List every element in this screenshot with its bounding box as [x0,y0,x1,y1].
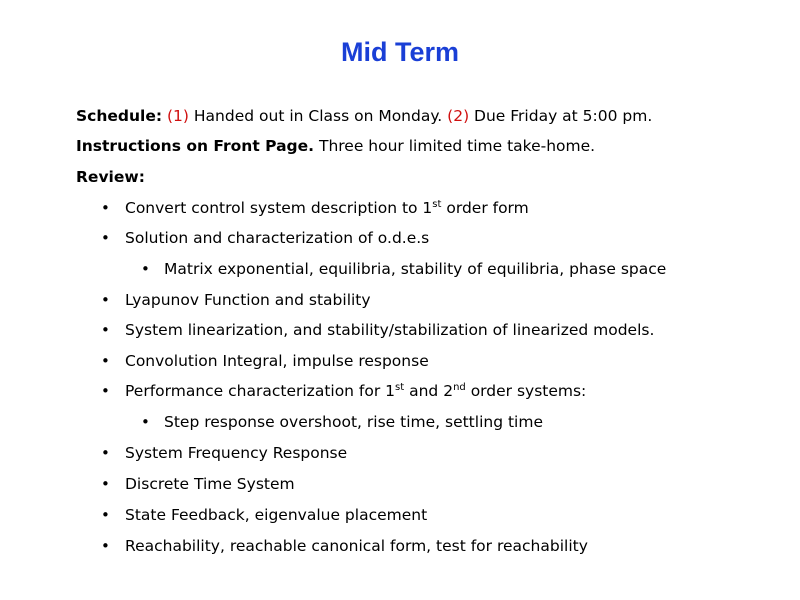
bullet-icon: • [101,321,110,339]
bullet-icon: • [101,475,110,493]
review-subitem-2: Step response overshoot, rise time, settling time [164,413,543,431]
review-label: Review: [76,168,145,186]
bullet-icon: • [101,199,110,217]
schedule-label: Schedule: [76,107,163,125]
bullet-icon: • [101,291,110,309]
bullet-icon: • [101,537,110,555]
sub-bullet-icon: • [141,413,150,431]
sub-bullet-icon: • [141,260,150,278]
review-item-7: System Frequency Response [125,444,348,462]
review-item-1: Convert control system description to 1st order form [125,199,529,217]
review-item-3: Lyapunov Function and stability [125,291,371,309]
instructions-text: Three hour limited time take-home. [314,137,596,155]
instructions-label: Instructions on Front Page. [76,137,315,155]
schedule-num-1: (1) [167,107,189,125]
instructions-line [76,135,595,157]
review-item-6: Performance characterization for 1st and 2nd order systems: [125,382,587,400]
bullet-icon: • [101,229,110,247]
bullet-icon: • [101,506,110,524]
review-item-4: System linearization, and stability/stabilization of linearized models. [125,321,655,339]
review-item-10: Reachability, reachable canonical form, test for reachability [125,537,588,555]
schedule-text-2: Due Friday at 5:00 pm. [469,107,653,125]
review-item-9: State Feedback, eigenvalue placement [125,506,428,524]
review-item-2: Solution and characterization of o.d.e.s [125,229,430,247]
bullet-icon: • [101,382,110,400]
page-title: Mid Term [340,37,459,67]
review-subitem-1: Matrix exponential, equilibria, stability of equilibria, phase space [164,260,667,278]
review-item-8: Discrete Time System [125,475,295,493]
bullet-icon: • [101,444,110,462]
bullet-icon: • [101,352,110,370]
schedule-text-1: Handed out in Class on Monday. [188,107,448,125]
schedule-line [76,105,652,127]
schedule-num-2: (2) [447,107,470,125]
review-item-5: Convolution Integral, impulse response [125,352,429,370]
